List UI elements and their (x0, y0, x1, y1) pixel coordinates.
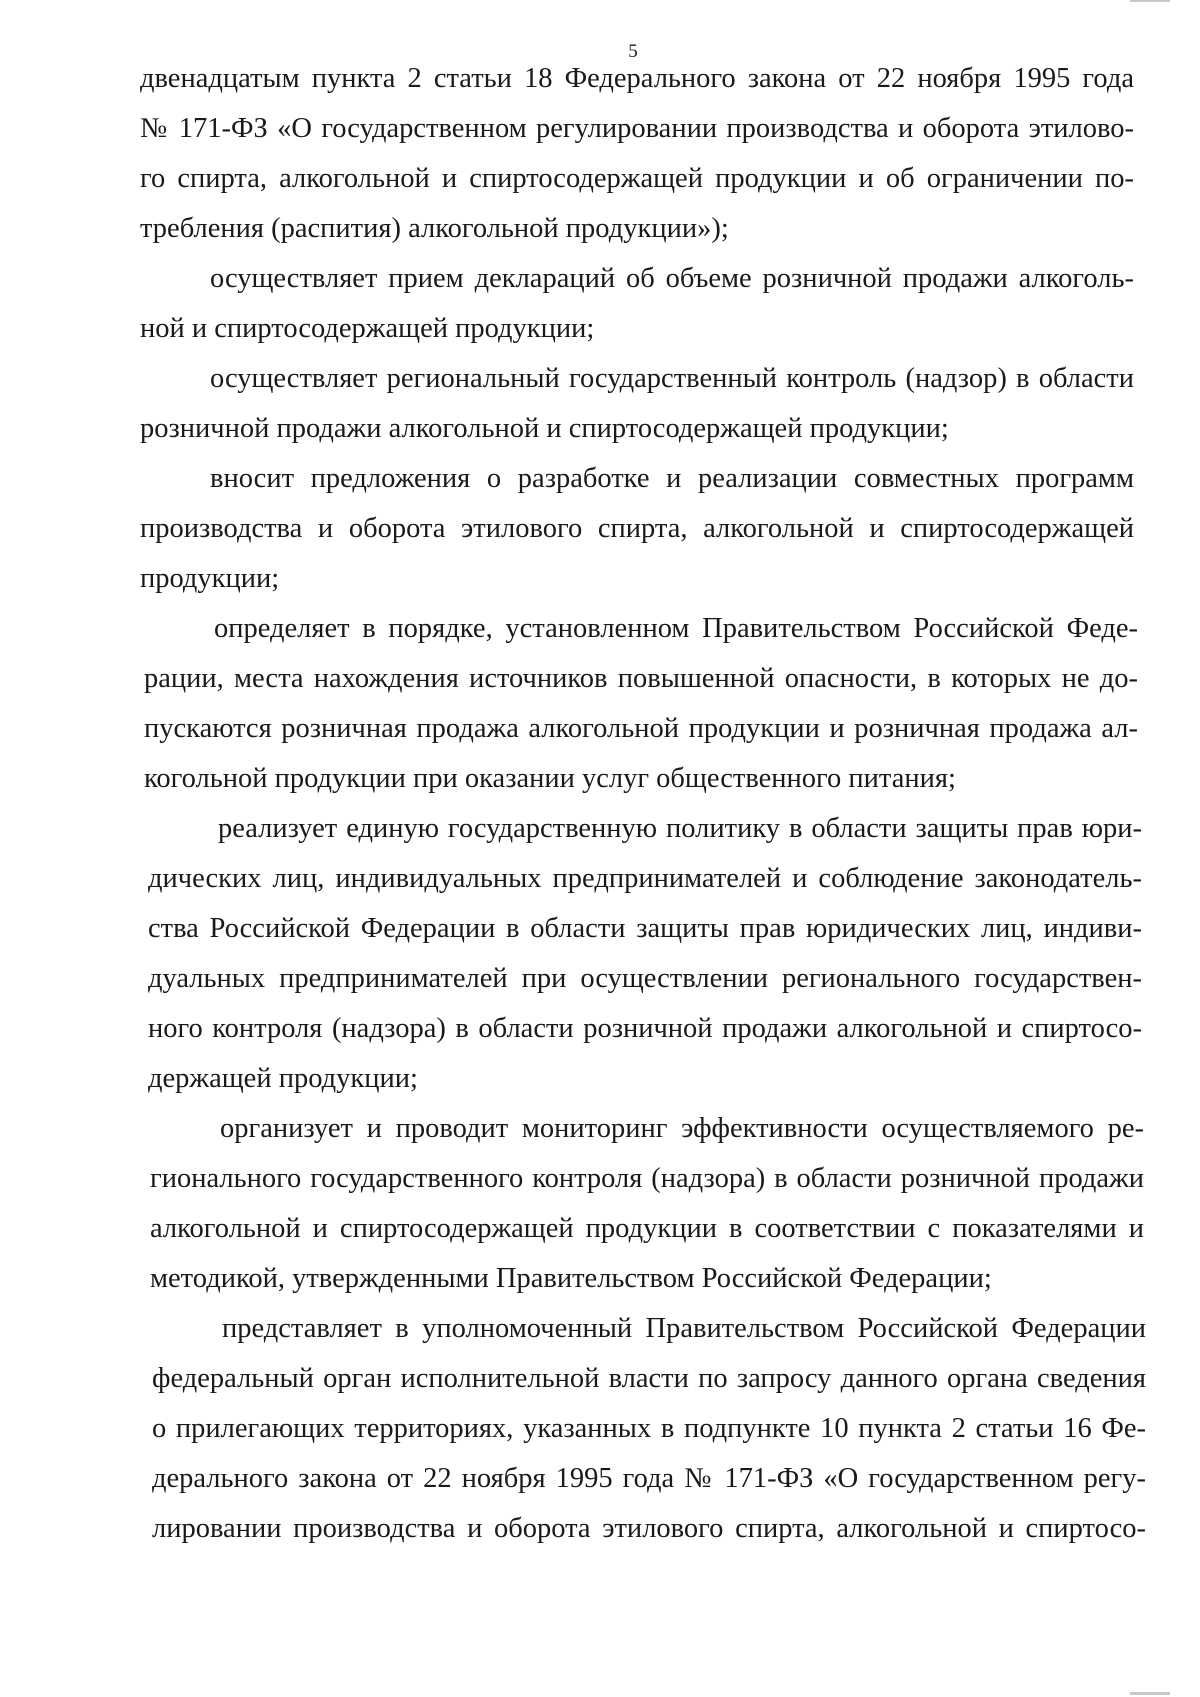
text-line: рации, места нахождения источников повышенной опасности, в которых не до- (144, 663, 1138, 694)
paragraph (140, 354, 1134, 454)
scan-edge-mark (1130, 1692, 1170, 1695)
paragraph (140, 454, 1134, 604)
text-line: розничной продажи алкогольной и спиртосодержащей продукции; (140, 413, 949, 444)
text-line: гионального государственного контроля (надзора) в области розничной продажи (150, 1163, 1144, 1194)
text-line: о прилегающих территориях, указанных в подпункте 10 пункта 2 статьи 16 Фе- (152, 1413, 1146, 1444)
text-line: пускаются розничная продажа алкогольной продукции и розничная продажа ал- (144, 713, 1138, 744)
text-line: алкогольной и спиртосодержащей продукции в соответствии с показателями и (150, 1213, 1144, 1244)
page-number: 5 (628, 41, 638, 62)
paragraph (148, 804, 1142, 1104)
text-line: продукции; (140, 563, 280, 594)
paragraph (152, 1304, 1146, 1554)
text-line: лировании производства и оборота этилового спирта, алкогольной и спиртосо- (152, 1513, 1146, 1544)
scan-edge-mark (1130, 0, 1170, 2)
text-line: го спирта, алкогольной и спиртосодержащей продукции и об ограничении по- (140, 163, 1134, 194)
text-line: требления (распития) алкогольной продукции»); (140, 213, 729, 244)
text-line: методикой, утвержденными Правительством Российской Федерации; (150, 1263, 992, 1294)
text-line: дерального закона от 22 ноября 1995 года № 171-ФЗ «О государственном регу- (152, 1463, 1146, 1494)
text-line: представляет в уполномоченный Правительством Российской Федерации (222, 1313, 1146, 1344)
text-line: № 171-ФЗ «О государственном регулировании производства и оборота этилово- (140, 113, 1134, 144)
paragraph (140, 254, 1134, 354)
text-line: держащей продукции; (148, 1063, 418, 1094)
text-line: вносит предложения о разработке и реализации совместных программ (210, 463, 1134, 494)
text-line: осуществляет прием деклараций об объеме розничной продажи алкоголь- (210, 263, 1134, 294)
text-line: дуальных предпринимателей при осуществлении регионального государствен- (148, 963, 1142, 994)
document-body (140, 54, 1146, 1554)
text-line: федеральный орган исполнительной власти по запросу данного органа сведения (152, 1363, 1146, 1394)
paragraph (144, 604, 1138, 804)
text-line: ного контроля (надзора) в области розничной продажи алкогольной и спиртосо- (148, 1013, 1142, 1044)
text-line: дических лиц, индивидуальных предпринимателей и соблюдение законодатель- (148, 863, 1142, 894)
text-line: ства Российской Федерации в области защиты прав юридических лиц, индиви- (148, 913, 1142, 944)
paragraph (150, 1104, 1144, 1304)
text-line: когольной продукции при оказании услуг общественного питания; (144, 763, 956, 794)
text-line: определяет в порядке, установленном Правительством Российской Феде- (214, 613, 1138, 644)
paragraph (140, 54, 1134, 254)
text-line: ной и спиртосодержащей продукции; (140, 313, 595, 344)
text-line: организует и проводит мониторинг эффективности осуществляемого ре- (220, 1113, 1144, 1144)
text-line: производства и оборота этилового спирта, алкогольной и спиртосодержащей (140, 513, 1134, 544)
text-line: двенадцатым пункта 2 статьи 18 Федерального закона от 22 ноября 1995 года (140, 63, 1134, 94)
text-line: осуществляет региональный государственный контроль (надзор) в области (210, 363, 1134, 394)
text-line: реализует единую государственную политику в области защиты прав юри- (218, 813, 1142, 844)
